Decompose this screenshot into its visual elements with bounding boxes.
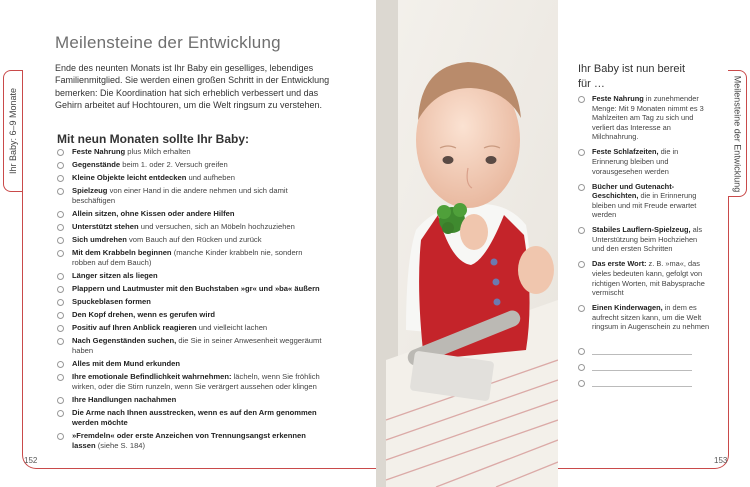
blank-checklist-line	[578, 348, 694, 358]
checklist-item	[57, 222, 325, 232]
checklist-item-bold: Stabiles Lauflern-Spielzeug,	[592, 225, 691, 235]
checklist-item-bold: Sich umdrehen	[72, 235, 127, 244]
readiness-heading: Ihr Baby ist nun bereit für …	[578, 63, 686, 90]
checklist-item-bold: Kleine Objekte leicht entdecken	[72, 173, 187, 182]
checklist-item	[578, 182, 710, 220]
checklist-item-bold: Bücher und Gutenacht-Geschichten,	[592, 181, 675, 201]
checklist-item-text: die Sie in seiner Anwesenheit weggeräumt haben	[72, 336, 322, 355]
checklist-item	[578, 303, 710, 332]
milestone-checklist	[57, 147, 325, 454]
left-side-tab	[3, 70, 22, 192]
checklist-item-bold: Die Arme nach Ihnen ausstrecken, wenn es auf den Arm genommen werden möchte	[72, 408, 317, 427]
checklist-item-bold: Feste Nahrung	[72, 147, 126, 156]
checklist-item	[578, 94, 710, 142]
checklist-item-bold: Den Kopf drehen, wenn es gerufen wird	[72, 310, 216, 319]
checkbox-circle-icon	[578, 348, 585, 355]
checklist-item-text: in dem es aufrecht sitzen kann, um die Welt ringsum in Augenschein zu nehmen	[592, 303, 710, 332]
baby-photo	[376, 0, 558, 487]
blank-checklist-line	[578, 364, 694, 374]
left-tab-label: Ihr Baby: 6–9 Monate	[8, 87, 18, 175]
checklist-item	[57, 297, 325, 307]
checklist-item	[578, 225, 710, 254]
checklist-heading: Mit neun Monaten sollte Ihr Baby:	[57, 132, 250, 146]
checklist-item	[57, 310, 325, 320]
checklist-item-text: die in Erinnerung bleiben und mit Freude erwartet werden	[592, 191, 697, 220]
checklist-item	[57, 408, 325, 428]
checklist-item-bold: Spielzeug	[72, 186, 108, 195]
checkbox-circle-icon	[578, 380, 585, 387]
checklist-item	[57, 284, 325, 294]
checkbox-circle-icon	[578, 364, 585, 371]
checklist-item-bold: Spuckeblasen formen	[72, 297, 151, 306]
intro-paragraph: Ende des neunten Monats ist Ihr Baby ein geselliges, lebendiges Familienmitglied. Sie werden einen großen Schritt in der Entwicklung bemerken: Die Koordination hat sich erheblich verbessert und das Gehirn arbeitet auf Hochtouren, um die Welt ringsum zu verstehen.	[55, 63, 330, 111]
checklist-item-bold: Mit dem Krabbeln beginnen	[72, 248, 172, 257]
checklist-item-bold: »Fremdeln« oder erste Anzeichen von Trennungsangst erkennen lassen	[72, 431, 306, 450]
checklist-item-text: plus Milch erhalten	[125, 147, 191, 156]
checklist-item	[57, 359, 325, 369]
checklist-item	[57, 235, 325, 245]
checklist-item-bold: Das erste Wort:	[592, 259, 647, 269]
checklist-item-bold: Plappern und Lautmuster mit den Buchstaben »gr« und »ba« äußern	[72, 284, 320, 293]
checklist-item-text: (siehe S. 184)	[95, 441, 146, 450]
right-side-tab	[728, 70, 747, 197]
checklist-item-text: lächeln, wenn Sie fröhlich wirken, oder die Stirn runzeln, wenn Sie verärgert aussehen oder klingen	[72, 372, 320, 391]
checklist-item	[57, 209, 325, 219]
checklist-item-bold: Ihre emotionale Befindlichkeit wahrnehmen:	[72, 372, 232, 381]
page-number-right: 153	[714, 456, 728, 465]
checklist-item-text: in zunehmender Menge: Mit 9 Monaten nimmt es 3 Mahlzeiten am Tag zu sich und verliert das Interesse an Milchnahrung.	[592, 94, 704, 142]
right-tab-label: Meilensteine der Entwicklung	[732, 75, 742, 192]
checklist-item-text: und versuchen, sich an Möbeln hochzuziehen	[138, 222, 295, 231]
checklist-item-bold: Einen Kinderwagen,	[592, 303, 663, 313]
checklist-item-bold: Positiv auf Ihren Anblick reagieren	[72, 323, 197, 332]
checklist-item	[57, 173, 325, 183]
blank-checklist-line	[578, 380, 694, 390]
checklist-item-text: vom Bauch auf den Rücken und zurück	[126, 235, 262, 244]
readiness-checklist	[578, 94, 710, 337]
checklist-item	[578, 259, 710, 297]
checklist-item-bold: Feste Nahrung	[592, 94, 644, 103]
checklist-item	[57, 248, 325, 268]
checklist-item	[57, 160, 325, 170]
checklist-item-bold: Länger sitzen als liegen	[72, 271, 158, 280]
page-title: Meilensteine der Entwicklung	[55, 33, 281, 52]
checklist-item-text: und vielleicht lachen	[196, 323, 268, 332]
checklist-item-bold: Gegenstände	[72, 160, 121, 169]
checklist-item	[57, 395, 325, 405]
checklist-item-bold: Nach Gegenständen suchen,	[72, 336, 177, 345]
checklist-item	[57, 271, 325, 281]
checklist-item	[57, 336, 325, 356]
checklist-item	[57, 431, 325, 451]
checklist-item-text: z. B. »ma«, das vieles bedeuten kann, gefolgt von richtigen Worten, mit Babysprache vermischt	[592, 259, 705, 298]
checklist-item-text: und aufheben	[186, 173, 235, 182]
checklist-item	[578, 147, 710, 176]
checklist-item	[57, 372, 325, 392]
page-number-left: 152	[24, 456, 38, 465]
checklist-item-text: als Unterstützung beim Hochziehen und den ersten Schritten	[592, 225, 703, 254]
checklist-item-text: (manche Kinder krabbeln nie, sondern robben auf dem Bauch)	[72, 248, 303, 267]
checklist-item-bold: Feste Schlafzeiten,	[592, 147, 659, 157]
baby-photo-illustration	[376, 0, 558, 487]
checklist-item-text: von einer Hand in die andere nehmen und sich damit beschäftigen	[72, 186, 288, 205]
checklist-item	[57, 323, 325, 333]
checklist-item-bold: Alles mit dem Mund erkunden	[72, 359, 181, 368]
checklist-item-text: die in Erinnerung bleiben und vorausgesehen werden	[592, 147, 679, 176]
checklist-item	[57, 186, 325, 206]
checklist-item	[57, 147, 325, 157]
checklist-item-bold: Ihre Handlungen nachahmen	[72, 395, 177, 404]
checklist-item-bold: Allein sitzen, ohne Kissen oder andere Hilfen	[72, 209, 235, 218]
checklist-item-bold: Unterstützt stehen	[72, 222, 139, 231]
checklist-item-text: beim 1. oder 2. Versuch greifen	[120, 160, 228, 169]
